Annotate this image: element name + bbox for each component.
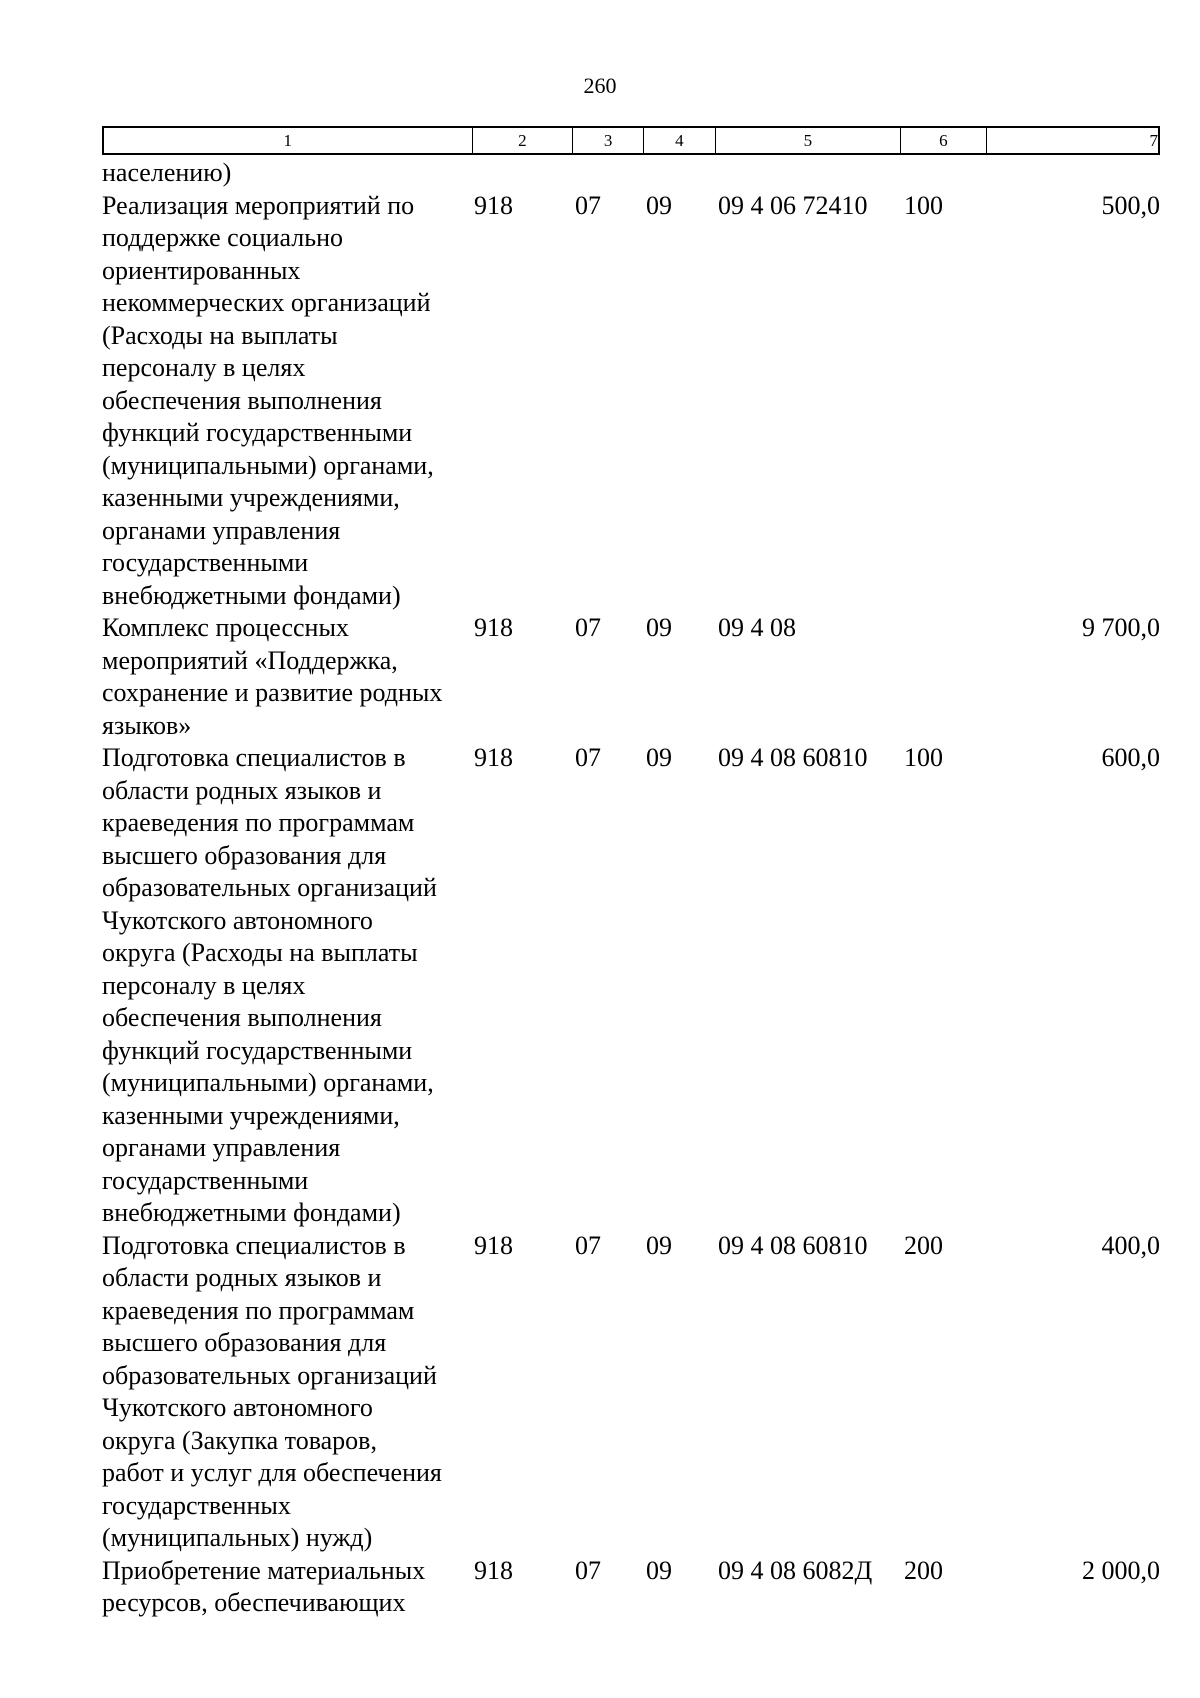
expense-type-code xyxy=(902,612,988,742)
description-line: образовательных организаций xyxy=(102,1360,437,1390)
row-description xyxy=(102,157,472,190)
section-code xyxy=(573,157,644,190)
header-cell-5: 5 xyxy=(716,128,901,153)
header-cell-1: 1 xyxy=(104,128,473,153)
ministry-code: 918 xyxy=(474,613,513,642)
table-row xyxy=(102,612,1160,742)
expense-type-code: 100 xyxy=(904,190,943,220)
table-row xyxy=(102,1555,1160,1620)
description-line: краеведения по программам xyxy=(102,808,415,837)
description-line: сохранение и развитие родных xyxy=(102,678,443,707)
row-description xyxy=(102,190,472,613)
description-line: работ и услуг для обеспечения xyxy=(102,1458,442,1487)
subsection-code: 09 xyxy=(646,1555,672,1585)
table-row xyxy=(102,157,1160,190)
table-body xyxy=(102,157,1160,1620)
description-line: (муниципальными) органами, xyxy=(102,1068,434,1097)
header-cell-2: 2 xyxy=(473,128,574,153)
description-line: Комплекс процессных xyxy=(102,613,349,642)
description-line: области родных языков и xyxy=(102,1263,382,1292)
table-header xyxy=(102,126,1160,155)
amount: 500,0 xyxy=(1101,190,1160,220)
header-cell-6: 6 xyxy=(901,128,987,153)
subsection-code: 09 xyxy=(646,743,672,772)
description-line: внебюджетными фондами) xyxy=(102,1198,401,1227)
description-line: поддержке социально xyxy=(102,223,344,252)
description-line: Подготовка специалистов в xyxy=(102,1230,406,1260)
description-line: органами управления xyxy=(102,515,341,545)
description-line: ресурсов, обеспечивающих xyxy=(102,1588,406,1617)
header-cell-3: 3 xyxy=(573,128,644,153)
description-line: казенными учреждениями, xyxy=(102,483,400,512)
amount: 2 000,0 xyxy=(1082,1555,1160,1585)
amount xyxy=(988,157,1160,190)
description-line: внебюджетными фондами) xyxy=(102,580,401,610)
description-line: некоммерческих организаций xyxy=(102,288,431,317)
target-article-code xyxy=(716,157,902,190)
expense-type-code xyxy=(902,157,988,190)
target-article-code: 09 4 08 xyxy=(718,613,796,642)
description-line: Приобретение материальных xyxy=(102,1555,426,1585)
description-line: персоналу в целях xyxy=(102,970,306,1000)
description-line: государственными xyxy=(102,548,309,577)
description-line: высшего образования для xyxy=(102,1328,387,1357)
amount: 400,0 xyxy=(1101,1230,1160,1260)
section-code: 07 xyxy=(575,613,601,642)
description-line: государственными xyxy=(102,1165,309,1195)
ministry-code xyxy=(472,157,573,190)
section-code: 07 xyxy=(575,743,601,772)
table-row xyxy=(102,190,1160,613)
ministry-code: 918 xyxy=(474,743,513,772)
row-description xyxy=(102,1230,472,1555)
description-line: Чукотского автономного xyxy=(102,1393,373,1422)
description-line: государственных xyxy=(102,1490,291,1520)
header-cell-4: 4 xyxy=(644,128,716,153)
expense-type-code: 200 xyxy=(904,1555,943,1585)
target-article-code: 09 4 06 72410 xyxy=(718,190,868,220)
description-line: органами управления xyxy=(102,1133,341,1162)
expense-type-code: 200 xyxy=(904,1230,943,1260)
expense-type-code: 100 xyxy=(904,743,943,772)
description-line: казенными учреждениями, xyxy=(102,1100,400,1130)
description-line: краеведения по программам xyxy=(102,1295,415,1325)
description-line: обеспечения выполнения xyxy=(102,1003,382,1032)
page-number: 260 xyxy=(583,73,617,98)
table-row xyxy=(102,1230,1160,1555)
target-article-code: 09 4 08 60810 xyxy=(718,1230,868,1260)
description-line: языков» xyxy=(102,710,192,740)
description-line: (муниципальными) органами, xyxy=(102,450,434,480)
section-code: 07 xyxy=(575,1230,601,1260)
description-line: Реализация мероприятий по xyxy=(102,190,415,220)
target-article-code: 09 4 08 60810 xyxy=(718,743,868,772)
description-line: (Расходы на выплаты xyxy=(102,320,338,350)
description-line: высшего образования для xyxy=(102,840,387,870)
description-line: образовательных организаций xyxy=(102,873,437,902)
target-article-code: 09 4 08 6082Д xyxy=(718,1555,873,1585)
ministry-code: 918 xyxy=(474,1230,513,1260)
subsection-code: 09 xyxy=(646,1230,672,1260)
description-line: функций государственными xyxy=(102,418,413,447)
row-description xyxy=(102,742,472,1230)
description-line: области родных языков и xyxy=(102,775,382,805)
section-code: 07 xyxy=(575,190,601,220)
subsection-code xyxy=(644,157,716,190)
subsection-code: 09 xyxy=(646,190,672,220)
description-line: персоналу в целях xyxy=(102,353,306,382)
description-line: функций государственными xyxy=(102,1035,413,1065)
section-code: 07 xyxy=(575,1555,601,1585)
ministry-code: 918 xyxy=(474,190,513,220)
table-row xyxy=(102,742,1160,1230)
description-line: ориентированных xyxy=(102,255,301,285)
description-line: округа (Расходы на выплаты xyxy=(102,938,418,967)
description-line: обеспечения выполнения xyxy=(102,385,382,415)
description-line: Подготовка специалистов в xyxy=(102,743,406,772)
subsection-code: 09 xyxy=(646,613,672,642)
row-description xyxy=(102,612,472,742)
amount: 600,0 xyxy=(1101,743,1160,772)
description-line: мероприятий «Поддержка, xyxy=(102,645,398,675)
ministry-code: 918 xyxy=(474,1555,513,1585)
description-line: Чукотского автономного xyxy=(102,905,373,935)
description-line: округа (Закупка товаров, xyxy=(102,1425,377,1455)
row-description xyxy=(102,1555,472,1620)
description-line: (муниципальных) нужд) xyxy=(102,1523,373,1552)
amount: 9 700,0 xyxy=(1082,613,1160,642)
description-line: населению) xyxy=(102,158,232,187)
header-cell-7: 7 xyxy=(1149,131,1158,150)
